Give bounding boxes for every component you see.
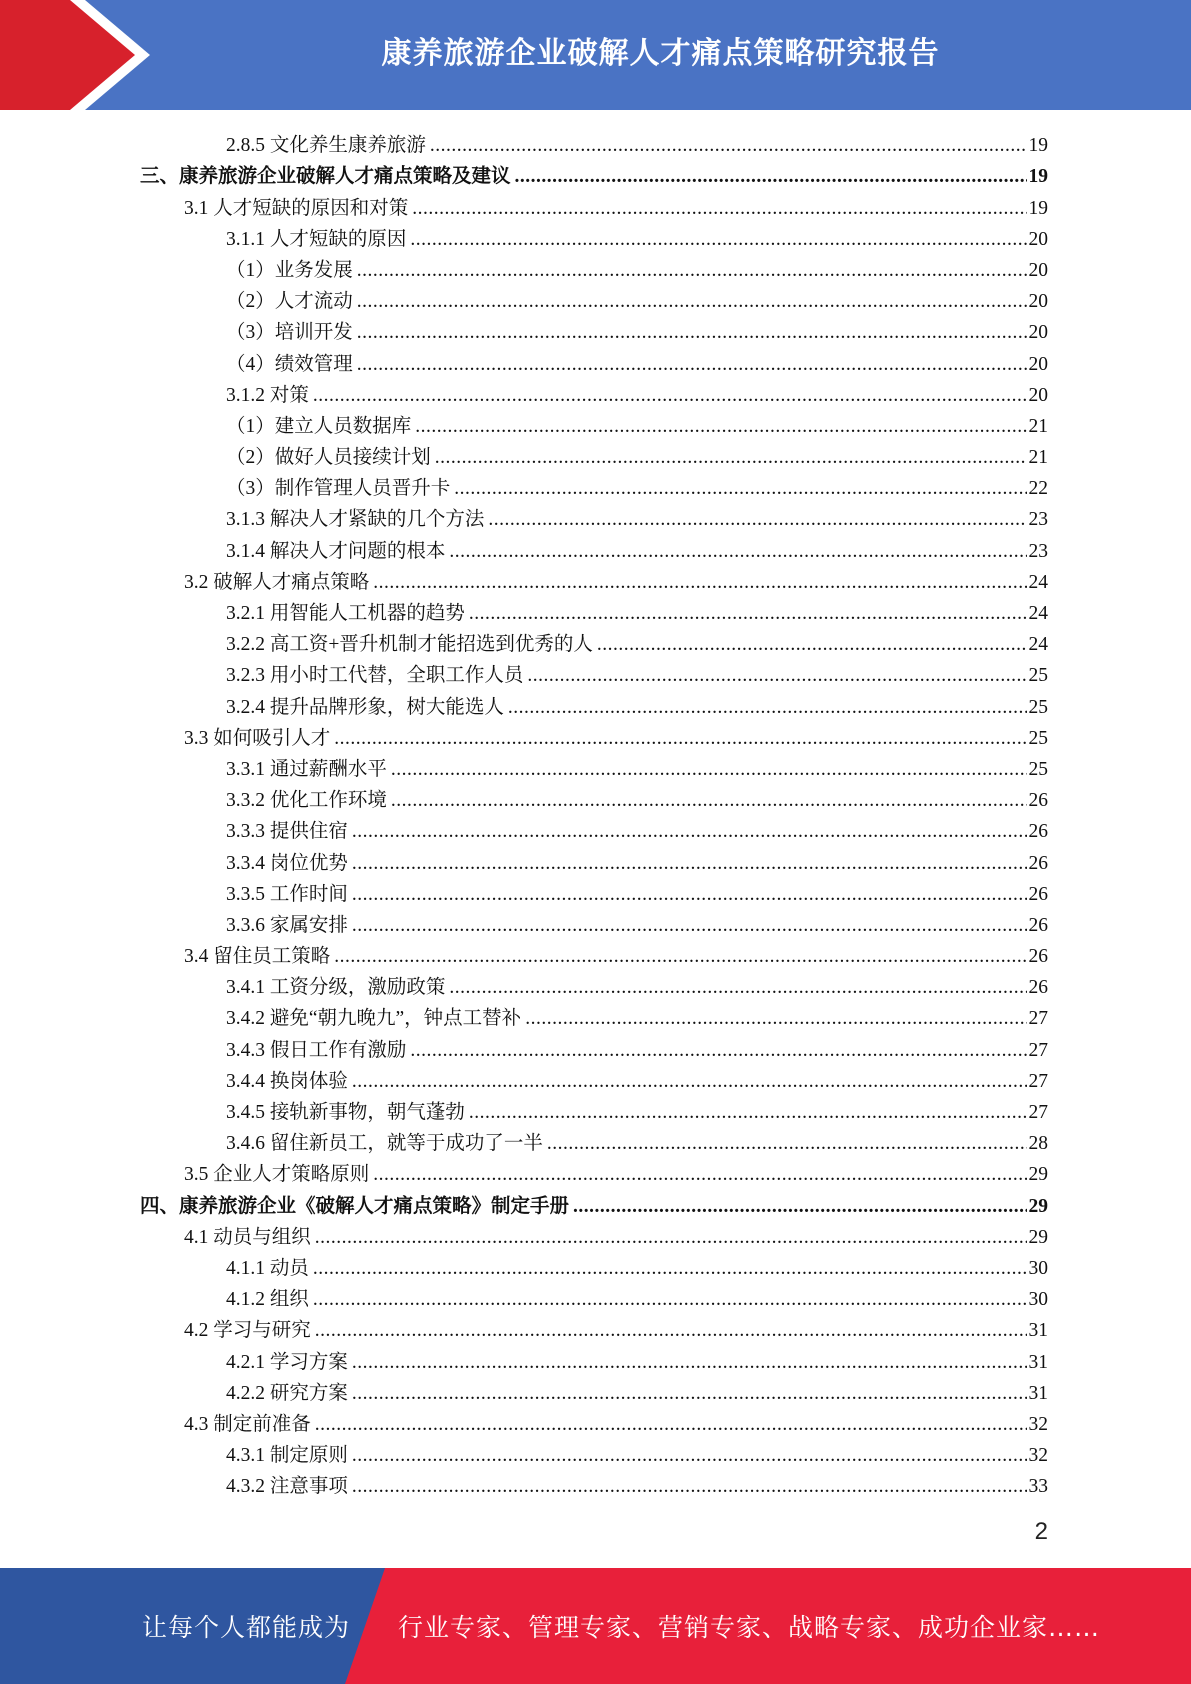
toc-entry-title: 4.1.1 动员 bbox=[226, 1257, 309, 1279]
toc-dot-leader bbox=[352, 1351, 1027, 1375]
toc-entry[interactable] bbox=[140, 1468, 1048, 1499]
toc-entry-title: （4）绩效管理 bbox=[226, 353, 353, 375]
toc-entry-title: 2.8.5 文化养生康养旅游 bbox=[226, 135, 426, 157]
toc-entry[interactable] bbox=[140, 1156, 1048, 1187]
toc-dot-leader bbox=[313, 1257, 1027, 1281]
toc-entry-title: （1）建立人员数据库 bbox=[226, 415, 412, 437]
toc-entry-page: 20 bbox=[1028, 353, 1048, 375]
toc-entry-title: 4.2.2 研究方案 bbox=[226, 1382, 348, 1404]
toc-dot-leader bbox=[573, 1195, 1026, 1219]
toc-entry[interactable] bbox=[140, 470, 1048, 501]
toc-entry-title: 3.1.4 解决人才问题的根本 bbox=[226, 540, 446, 562]
toc-entry-page: 23 bbox=[1028, 509, 1048, 531]
toc-entry-page: 26 bbox=[1028, 821, 1048, 843]
toc-entry-page: 24 bbox=[1028, 571, 1048, 593]
toc-entry[interactable] bbox=[140, 189, 1048, 220]
toc-entry-page: 24 bbox=[1028, 634, 1048, 656]
toc-entry-page: 26 bbox=[1028, 790, 1048, 812]
toc-entry-title: 3.4.6 留住新员工，就等于成功了一半 bbox=[226, 1133, 543, 1155]
toc-entry-title: 3.2.3 用小时工代替，全职工作人员 bbox=[226, 665, 524, 687]
toc-entry-title: 3.3.1 通过薪酬水平 bbox=[226, 758, 387, 780]
toc-entry-title: （3）制作管理人员晋升卡 bbox=[226, 478, 451, 500]
toc-entry[interactable] bbox=[140, 1343, 1048, 1374]
toc-entry-page: 29 bbox=[1028, 1164, 1048, 1186]
toc-entry[interactable] bbox=[140, 751, 1048, 782]
toc-entry-title: （1）业务发展 bbox=[226, 259, 353, 281]
toc-dot-leader bbox=[352, 914, 1027, 938]
toc-entry-title: 4.2 学习与研究 bbox=[184, 1320, 311, 1342]
toc-dot-leader bbox=[469, 1101, 1027, 1125]
toc-entry[interactable] bbox=[140, 1031, 1048, 1062]
toc-entry-title: 3.5 企业人才策略原则 bbox=[184, 1164, 370, 1186]
toc-dot-leader bbox=[315, 1319, 1027, 1343]
toc-dot-leader bbox=[597, 633, 1027, 657]
toc-entry-title: 四、康养旅游企业《破解人才痛点策略》制定手册 bbox=[140, 1195, 570, 1217]
toc-entry[interactable] bbox=[140, 158, 1048, 189]
toc-dot-leader bbox=[352, 852, 1027, 876]
toc-entry-title: 3.3.6 家属安排 bbox=[226, 914, 348, 936]
toc-entry[interactable] bbox=[140, 564, 1048, 595]
toc-dot-leader bbox=[352, 1382, 1027, 1406]
toc-entry-title: 3.3.5 工作时间 bbox=[226, 883, 348, 905]
toc-entry-title: 4.1.2 组织 bbox=[226, 1289, 309, 1311]
toc-dot-leader bbox=[352, 1070, 1027, 1094]
toc-dot-leader bbox=[357, 321, 1027, 345]
toc-dot-leader bbox=[391, 758, 1027, 782]
toc-dot-leader bbox=[410, 1039, 1026, 1063]
toc-dot-leader bbox=[412, 197, 1026, 221]
toc-dot-leader bbox=[334, 945, 1026, 969]
toc-dot-leader bbox=[315, 1413, 1027, 1437]
toc-entry-title: 4.2.1 学习方案 bbox=[226, 1351, 348, 1373]
toc-entry-title: 3.2.1 用智能人工机器的趋势 bbox=[226, 603, 465, 624]
toc-entry[interactable] bbox=[140, 252, 1048, 283]
toc-entry-page: 27 bbox=[1028, 1070, 1048, 1092]
toc-dot-leader bbox=[352, 1444, 1027, 1468]
header-arrow-decoration bbox=[0, 0, 160, 110]
toc-entry-title: 3.2.4 提升品牌形象，树大能选人 bbox=[226, 696, 504, 718]
toc-entry[interactable] bbox=[140, 1063, 1048, 1094]
toc-entry[interactable] bbox=[140, 501, 1048, 532]
toc-entry-title: 3.3.3 提供住宿 bbox=[226, 821, 348, 843]
toc-entry-title: 4.3.1 制定原则 bbox=[226, 1445, 348, 1467]
toc-entry-title: 3.1.2 对策 bbox=[226, 384, 309, 406]
toc-entry-title: 3.4.3 假日工作有激励 bbox=[226, 1039, 407, 1061]
toc-dot-leader bbox=[527, 664, 1026, 688]
toc-dot-leader bbox=[357, 353, 1027, 377]
toc-entry-page: 24 bbox=[1028, 603, 1048, 624]
toc-entry-page: 27 bbox=[1028, 1039, 1048, 1061]
toc-entry[interactable] bbox=[140, 314, 1048, 345]
toc-entry-page: 23 bbox=[1028, 540, 1048, 562]
toc-entry[interactable] bbox=[140, 1437, 1048, 1468]
document-title: 康养旅游企业破解人才痛点策略研究报告 bbox=[381, 36, 940, 71]
toc-entry-title: （3）培训开发 bbox=[226, 322, 353, 344]
toc-entry-page: 25 bbox=[1028, 665, 1048, 687]
toc-entry-page: 32 bbox=[1028, 1445, 1048, 1467]
toc-entry-page: 25 bbox=[1028, 696, 1048, 718]
toc-entry-page: 20 bbox=[1028, 259, 1048, 281]
toc-entry-page: 20 bbox=[1028, 228, 1048, 250]
toc-entry[interactable] bbox=[140, 283, 1048, 314]
toc-entry-page: 27 bbox=[1028, 1102, 1048, 1123]
toc-dot-leader bbox=[454, 477, 1026, 501]
toc-entry[interactable] bbox=[140, 1250, 1048, 1281]
toc-entry-title: 3.4.4 换岗体验 bbox=[226, 1070, 348, 1092]
toc-entry[interactable] bbox=[140, 1406, 1048, 1437]
toc-dot-leader bbox=[315, 1226, 1027, 1250]
toc-entry[interactable] bbox=[140, 813, 1048, 844]
toc-entry[interactable] bbox=[140, 907, 1048, 938]
toc-entry-page: 19 bbox=[1028, 197, 1048, 219]
toc-entry-title: 3.2.2 高工资+晋升机制才能招选到优秀的人 bbox=[226, 634, 593, 656]
toc-dot-leader bbox=[547, 1132, 1027, 1156]
toc-entry[interactable] bbox=[140, 1281, 1048, 1312]
toc-entry[interactable] bbox=[140, 1375, 1048, 1406]
toc-entry[interactable] bbox=[140, 1219, 1048, 1250]
table-of-contents bbox=[140, 127, 1048, 1499]
toc-entry-title: 3.3.4 岗位优势 bbox=[226, 852, 348, 874]
toc-entry[interactable] bbox=[140, 1094, 1048, 1125]
footer-slogan-right: 行业专家、管理专家、营销专家、战略专家、成功企业家…… bbox=[398, 1613, 1101, 1642]
toc-entry-page: 28 bbox=[1028, 1133, 1048, 1155]
toc-entry[interactable] bbox=[140, 844, 1048, 875]
toc-entry-title: 3.4 留住员工策略 bbox=[184, 946, 331, 968]
toc-entry[interactable] bbox=[140, 127, 1048, 158]
toc-entry-title: 3.4.1 工资分级，激励政策 bbox=[226, 977, 446, 999]
toc-dot-leader bbox=[373, 1163, 1026, 1187]
toc-entry[interactable] bbox=[140, 1125, 1048, 1156]
toc-entry[interactable] bbox=[140, 782, 1048, 813]
toc-dot-leader bbox=[449, 540, 1026, 564]
toc-entry-title: 3.3.2 优化工作环境 bbox=[226, 790, 387, 812]
toc-entry[interactable] bbox=[140, 221, 1048, 252]
toc-entry[interactable] bbox=[140, 626, 1048, 657]
toc-dot-leader bbox=[525, 1007, 1026, 1031]
toc-dot-leader bbox=[352, 1475, 1027, 1499]
toc-entry-page: 21 bbox=[1028, 415, 1048, 437]
toc-entry-title: 4.3.2 注意事项 bbox=[226, 1476, 348, 1498]
toc-entry-page: 26 bbox=[1028, 946, 1048, 968]
toc-entry[interactable] bbox=[140, 876, 1048, 907]
toc-entry-title: 3.1.1 人才短缺的原因 bbox=[226, 228, 407, 250]
toc-dot-leader bbox=[515, 165, 1027, 189]
page-number: 2 bbox=[1034, 1518, 1048, 1545]
toc-entry-page: 22 bbox=[1028, 478, 1048, 500]
toc-entry-page: 30 bbox=[1028, 1289, 1048, 1311]
toc-dot-leader bbox=[357, 290, 1027, 314]
toc-entry[interactable] bbox=[140, 688, 1048, 719]
toc-dot-leader bbox=[313, 1288, 1027, 1312]
toc-dot-leader bbox=[508, 696, 1027, 720]
toc-entry-title: 4.1 动员与组织 bbox=[184, 1226, 311, 1248]
toc-entry-title: 3.4.5 接轨新事物，朝气蓬勃 bbox=[226, 1102, 465, 1123]
toc-entry-page: 31 bbox=[1028, 1320, 1048, 1342]
footer-slogan-left: 让每个人都能成为 bbox=[142, 1613, 351, 1642]
toc-entry-page: 31 bbox=[1028, 1382, 1048, 1404]
toc-entry-title: 3.4.2 避免“朝九晚九”，钟点工替补 bbox=[226, 1008, 522, 1030]
toc-entry-page: 19 bbox=[1028, 166, 1048, 188]
toc-entry[interactable] bbox=[140, 1312, 1048, 1343]
toc-dot-leader bbox=[469, 602, 1027, 626]
toc-entry-title: 3.1.3 解决人才紧缺的几个方法 bbox=[226, 509, 485, 531]
toc-entry-page: 26 bbox=[1028, 977, 1048, 999]
toc-entry[interactable] bbox=[140, 1000, 1048, 1031]
toc-dot-leader bbox=[334, 727, 1026, 751]
toc-dot-leader bbox=[373, 571, 1026, 595]
toc-dot-leader bbox=[435, 446, 1027, 470]
toc-dot-leader bbox=[357, 259, 1027, 283]
toc-entry-page: 26 bbox=[1028, 883, 1048, 905]
toc-entry[interactable] bbox=[140, 345, 1048, 376]
toc-entry-page: 32 bbox=[1028, 1413, 1048, 1435]
toc-entry-title: （2）人才流动 bbox=[226, 291, 353, 313]
toc-entry[interactable] bbox=[140, 595, 1048, 626]
toc-entry-title: 三、康养旅游企业破解人才痛点策略及建议 bbox=[140, 166, 511, 188]
toc-entry-title: 3.2 破解人才痛点策略 bbox=[184, 571, 370, 593]
toc-entry-page: 25 bbox=[1028, 727, 1048, 749]
toc-dot-leader bbox=[415, 415, 1026, 439]
page-footer bbox=[0, 1568, 1191, 1684]
toc-entry-title: 4.3 制定前准备 bbox=[184, 1413, 311, 1435]
toc-entry[interactable] bbox=[140, 377, 1048, 408]
toc-entry-title: （2）做好人员接续计划 bbox=[226, 447, 431, 469]
toc-entry-page: 29 bbox=[1028, 1226, 1048, 1248]
toc-entry[interactable] bbox=[140, 969, 1048, 1000]
toc-dot-leader bbox=[352, 883, 1027, 907]
toc-dot-leader bbox=[449, 976, 1026, 1000]
page-header bbox=[0, 0, 1191, 110]
toc-entry-page: 33 bbox=[1028, 1476, 1048, 1498]
toc-entry-page: 30 bbox=[1028, 1257, 1048, 1279]
toc-dot-leader bbox=[313, 384, 1027, 408]
toc-dot-leader bbox=[430, 134, 1027, 158]
toc-entry-page: 31 bbox=[1028, 1351, 1048, 1373]
toc-entry-title: 3.3 如何吸引人才 bbox=[184, 727, 331, 749]
toc-entry[interactable] bbox=[140, 1187, 1048, 1218]
toc-dot-leader bbox=[352, 820, 1027, 844]
toc-entry[interactable] bbox=[140, 408, 1048, 439]
toc-entry-page: 20 bbox=[1028, 291, 1048, 313]
toc-entry-title: 3.1 人才短缺的原因和对策 bbox=[184, 197, 409, 219]
toc-entry-page: 29 bbox=[1028, 1195, 1048, 1217]
toc-entry[interactable] bbox=[140, 720, 1048, 751]
toc-entry-page: 19 bbox=[1028, 135, 1048, 157]
toc-entry[interactable] bbox=[140, 439, 1048, 470]
toc-entry-page: 27 bbox=[1028, 1008, 1048, 1030]
toc-entry-page: 26 bbox=[1028, 852, 1048, 874]
toc-dot-leader bbox=[410, 228, 1026, 252]
toc-entry-page: 25 bbox=[1028, 758, 1048, 780]
toc-entry[interactable] bbox=[140, 657, 1048, 688]
toc-entry[interactable] bbox=[140, 938, 1048, 969]
toc-entry-page: 20 bbox=[1028, 322, 1048, 344]
toc-dot-leader bbox=[391, 789, 1027, 813]
toc-entry[interactable] bbox=[140, 532, 1048, 563]
toc-entry-page: 26 bbox=[1028, 914, 1048, 936]
toc-entry-page: 20 bbox=[1028, 384, 1048, 406]
toc-dot-leader bbox=[488, 508, 1026, 532]
toc-entry-page: 21 bbox=[1028, 447, 1048, 469]
